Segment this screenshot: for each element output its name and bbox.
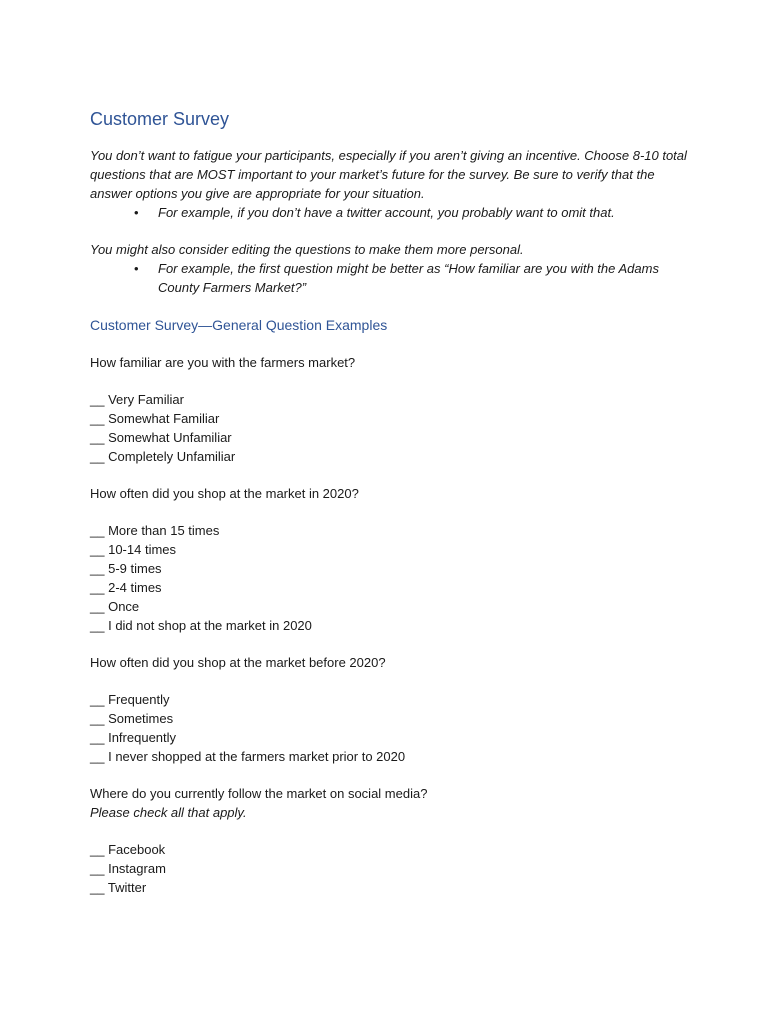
answer-blank: __ (90, 430, 105, 445)
answer-options (90, 690, 690, 766)
intro-bullet-2-text: For example, the first question might be better as “How familiar are you with the Adams County Farmers Market?” (158, 261, 659, 295)
answer-option-label: I did not shop at the market in 2020 (108, 618, 312, 633)
answer-blank: __ (90, 392, 105, 407)
question-text: How often did you shop at the market before 2020? (90, 655, 386, 670)
answer-option (90, 840, 690, 859)
answer-blank: __ (90, 561, 105, 576)
survey-question (90, 784, 690, 897)
answer-blank: __ (90, 880, 105, 895)
document-content (90, 106, 690, 915)
answer-option (90, 390, 690, 409)
answer-blank: __ (90, 749, 105, 764)
survey-question (90, 653, 690, 766)
answer-option (90, 616, 690, 635)
answer-option (90, 709, 690, 728)
answer-blank: __ (90, 449, 105, 464)
intro-paragraph-1: You don’t want to fatigue your participants, especially if you aren’t giving an incentive. Choose 8-10 total questions that are MOST important to your market’s future for the survey. Be sure to verify that the answer options you give are appropriate for your situation. (90, 148, 687, 201)
answer-option-label: Completely Unfamiliar (108, 449, 236, 464)
survey-question (90, 484, 690, 635)
answer-option-label: Facebook (108, 842, 166, 857)
answer-option-label: I never shopped at the farmers market prior to 2020 (108, 749, 406, 764)
intro-paragraph-2: You might also consider editing the questions to make them more personal. (90, 242, 524, 257)
section-title: Customer Survey—General Question Examples (90, 317, 388, 333)
bullet-icon: • (134, 205, 139, 220)
answer-option-label: Infrequently (108, 730, 177, 745)
answer-option (90, 597, 690, 616)
answer-options (90, 840, 690, 897)
answer-option (90, 747, 690, 766)
answer-options (90, 390, 690, 466)
intro-section (90, 146, 690, 297)
bullet-icon: • (134, 261, 139, 276)
intro-bullet-1-text: For example, if you don’t have a twitter account, you probably want to omit that. (158, 205, 615, 220)
page-title: Customer Survey (90, 109, 230, 129)
answer-option-label: More than 15 times (108, 523, 220, 538)
answer-blank: __ (90, 411, 105, 426)
answer-option-label: 2-4 times (108, 580, 162, 595)
answer-blank: __ (90, 711, 105, 726)
answer-blank: __ (90, 730, 105, 745)
answer-blank: __ (90, 861, 105, 876)
answer-option (90, 859, 690, 878)
answer-blank: __ (90, 842, 105, 857)
intro-bullet-list-1 (90, 203, 690, 222)
answer-option-label: Somewhat Familiar (108, 411, 220, 426)
answer-option (90, 409, 690, 428)
answer-option-label: Twitter (107, 880, 147, 895)
answer-option-label: Sometimes (108, 711, 174, 726)
answer-option-label: 5-9 times (108, 561, 162, 576)
answer-blank: __ (90, 542, 105, 557)
answer-blank: __ (90, 618, 105, 633)
question-note: Please check all that apply. (90, 805, 247, 820)
question-text: Where do you currently follow the market on social media? (90, 786, 428, 801)
answer-blank: __ (90, 692, 105, 707)
survey-question (90, 353, 690, 466)
answer-option-label: Somewhat Unfamiliar (108, 430, 232, 445)
answer-option (90, 578, 690, 597)
answer-option-label: 10-14 times (108, 542, 177, 557)
answer-option (90, 521, 690, 540)
answer-blank: __ (90, 523, 105, 538)
answer-options (90, 521, 690, 635)
answer-option-label: Very Familiar (108, 392, 184, 407)
answer-option (90, 428, 690, 447)
answer-option-label: Frequently (108, 692, 170, 707)
answer-option (90, 559, 690, 578)
question-list (90, 353, 690, 897)
question-text: How familiar are you with the farmers market? (90, 355, 356, 370)
answer-option (90, 447, 690, 466)
answer-blank: __ (90, 599, 105, 614)
answer-option (90, 878, 690, 897)
intro-bullet-2 (134, 259, 690, 297)
answer-option-label: Once (108, 599, 140, 614)
intro-bullet-1 (134, 203, 690, 222)
answer-option-label: Instagram (108, 861, 166, 876)
answer-option (90, 728, 690, 747)
answer-option (90, 540, 690, 559)
question-text: How often did you shop at the market in 2020? (90, 486, 359, 501)
answer-option (90, 690, 690, 709)
intro-bullet-list-2 (90, 259, 690, 297)
answer-blank: __ (90, 580, 105, 595)
